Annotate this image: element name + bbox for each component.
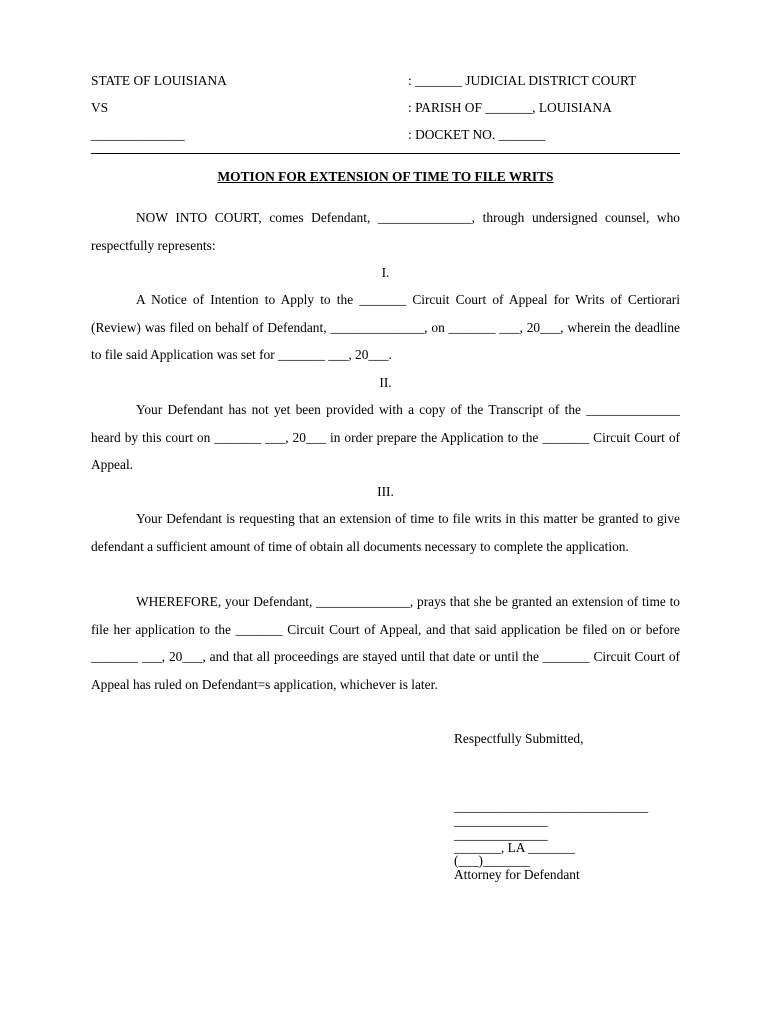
section-numeral-2: II. [379, 375, 392, 390]
signature-closing: Respectfully Submitted, [454, 731, 584, 746]
caption-divider [91, 153, 680, 154]
signature-blank-name: ______________ [454, 813, 548, 828]
signature-city-state-zip: _______, LA _______ [454, 840, 575, 855]
document-title: MOTION FOR EXTENSION OF TIME TO FILE WRITS [217, 169, 554, 184]
intro-paragraph: NOW INTO COURT, comes Defendant, ______________, through undersigned counsel, who respectfully represents: [91, 210, 680, 253]
caption-court: : _______ JUDICIAL DISTRICT COURT [408, 73, 637, 88]
caption-parish: : PARISH OF _______, LOUISIANA [408, 100, 612, 115]
signature-line: _____________________________ [454, 799, 649, 814]
caption-defendant-blank: ______________ [91, 127, 185, 142]
section-paragraph-3: Your Defendant is requesting that an extension of time to file writs in this matter be granted to give defendant a sufficient amount of time of obtain all documents necessary to complete the application. [91, 511, 680, 554]
wherefore-paragraph: WHEREFORE, your Defendant, ______________, prays that she be granted an extension of time to file her application to the _______ Circuit Court of Appeal, and that said application be filed on or before _______ ___, 20___, and that all proceedings are stayed until that date or until the _______ Circuit Court of Appeal has ruled on Defendant=s application, whichever is later. [91, 594, 680, 692]
section-paragraph-1: A Notice of Intention to Apply to the _______ Circuit Court of Appeal for Writs of Certiorari (Review) was filed on behalf of Defendant, ______________, on _______ ___, 20___, wherein the deadline to file said Application was set for _______ ___, 20___. [91, 292, 680, 362]
section-paragraph-2: Your Defendant has not yet been provided with a copy of the Transcript of the ______________ heard by this court on _______ ___, 20___ in order prepare the Application to the _______ Circuit Court of Appeal. [91, 402, 680, 472]
signature-phone: (___)_______ [454, 853, 530, 868]
section-numeral-1: I. [381, 265, 390, 280]
caption-docket: : DOCKET NO. _______ [408, 127, 546, 142]
caption-vs: VS [91, 100, 109, 115]
caption-state: STATE OF LOUISIANA [91, 73, 227, 88]
signature-role: Attorney for Defendant [454, 867, 580, 882]
section-numeral-3: III. [377, 484, 394, 499]
signature-blank-address: ______________ [454, 827, 548, 842]
